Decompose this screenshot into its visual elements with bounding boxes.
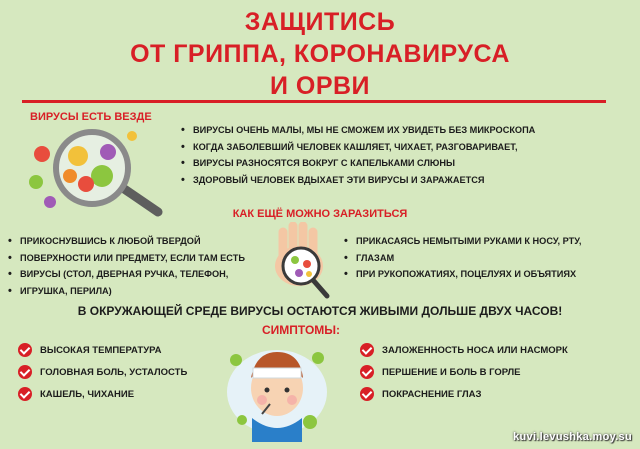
check-icon — [18, 365, 32, 379]
symptom-left-2: ГОЛОВНАЯ БОЛЬ, УСТАЛОСТЬ — [18, 361, 238, 383]
title-divider — [22, 100, 606, 103]
viruses-item-4: • ЗДОРОВЫЙ ЧЕЛОВЕК ВДЫХАЕТ ЭТИ ВИРУСЫ И ЗАРАЖАЕТСЯ — [181, 172, 621, 189]
symptom-right-2: ПЕРШЕНИЕ И БОЛЬ В ГОРЛЕ — [360, 361, 620, 383]
title-line-3: И ОРВИ — [269, 72, 371, 100]
how-else-left-line-2: • ПОВЕРХНОСТИ ИЛИ ПРЕДМЕТУ, ЕСЛИ ТАМ ЕСТЬ — [8, 250, 258, 267]
viruses-heading: ВИРУСЫ ЕСТЬ ВЕЗДЕ — [30, 111, 152, 123]
how-else-left-line-3: • ВИРУСЫ (СТОЛ, ДВЕРНАЯ РУЧКА, ТЕЛЕФОН, — [8, 266, 258, 283]
magnifier-viruses-illustration — [22, 126, 167, 221]
viruses-item-1: • ВИРУСЫ ОЧЕНЬ МАЛЫ, МЫ НЕ СМОЖЕМ ИХ УВИДЕТЬ БЕЗ МИКРОСКОПА — [181, 122, 621, 139]
viruses-list — [181, 122, 621, 188]
how-else-left-line-1: • ПРИКОСНУВШИСЬ К ЛЮБОЙ ТВЕРДОЙ — [8, 233, 258, 250]
symptom-left-1: ВЫСОКАЯ ТЕМПЕРАТУРА — [18, 339, 238, 361]
how-else-heading: КАК ЕЩЁ МОЖНО ЗАРАЗИТЬСЯ — [232, 208, 408, 220]
viruses-item-2: • КОГДА ЗАБОЛЕВШИЙ ЧЕЛОВЕК КАШЛЯЕТ, ЧИХАЕТ, РАЗГОВАРИВАЕТ, — [181, 139, 621, 156]
survival-note: В ОКРУЖАЮЩЕЙ СРЕДЕ ВИРУСЫ ОСТАЮТСЯ ЖИВЫМИ ДОЛЬШЕ ДВУХ ЧАСОВ! — [77, 304, 563, 318]
check-icon — [360, 365, 374, 379]
symptom-right-3: ПОКРАСНЕНИЕ ГЛАЗ — [360, 383, 620, 405]
viruses-item-3: • ВИРУСЫ РАЗНОСЯТСЯ ВОКРУГ С КАПЕЛЬКАМИ СЛЮНЫ — [181, 155, 621, 172]
check-icon — [360, 343, 374, 357]
symptom-left-3: КАШЕЛЬ, ЧИХАНИЕ — [18, 383, 238, 405]
check-icon — [360, 387, 374, 401]
title-line-2: ОТ ГРИППА, КОРОНАВИРУСА — [130, 40, 510, 68]
hand-germs-illustration — [263, 222, 338, 302]
symptoms-right-list — [360, 339, 620, 405]
how-else-right-line-3: • ПРИ РУКОПОЖАТИЯХ, ПОЦЕЛУЯХ И ОБЪЯТИЯХ — [344, 266, 634, 283]
symptoms-left-list — [18, 339, 238, 405]
how-else-right-list — [344, 233, 634, 283]
symptoms-heading: СИМПТОМЫ: — [262, 323, 341, 337]
title-line-1: ЗАЩИТИСЬ — [244, 8, 396, 36]
how-else-right-line-2: • ГЛАЗАМ — [344, 250, 634, 267]
how-else-left-line-4: • ИГРУШКА, ПЕРИЛА) — [8, 283, 258, 300]
how-else-left-list — [8, 233, 258, 299]
sick-child-illustration — [222, 330, 332, 442]
check-icon — [18, 387, 32, 401]
symptom-right-1: ЗАЛОЖЕННОСТЬ НОСА ИЛИ НАСМОРК — [360, 339, 620, 361]
watermark: kuvi.levushka.moy.su — [513, 431, 632, 443]
check-icon — [18, 343, 32, 357]
how-else-right-line-1: • ПРИКАСАЯСЬ НЕМЫТЫМИ РУКАМИ К НОСУ, РТУ, — [344, 233, 634, 250]
